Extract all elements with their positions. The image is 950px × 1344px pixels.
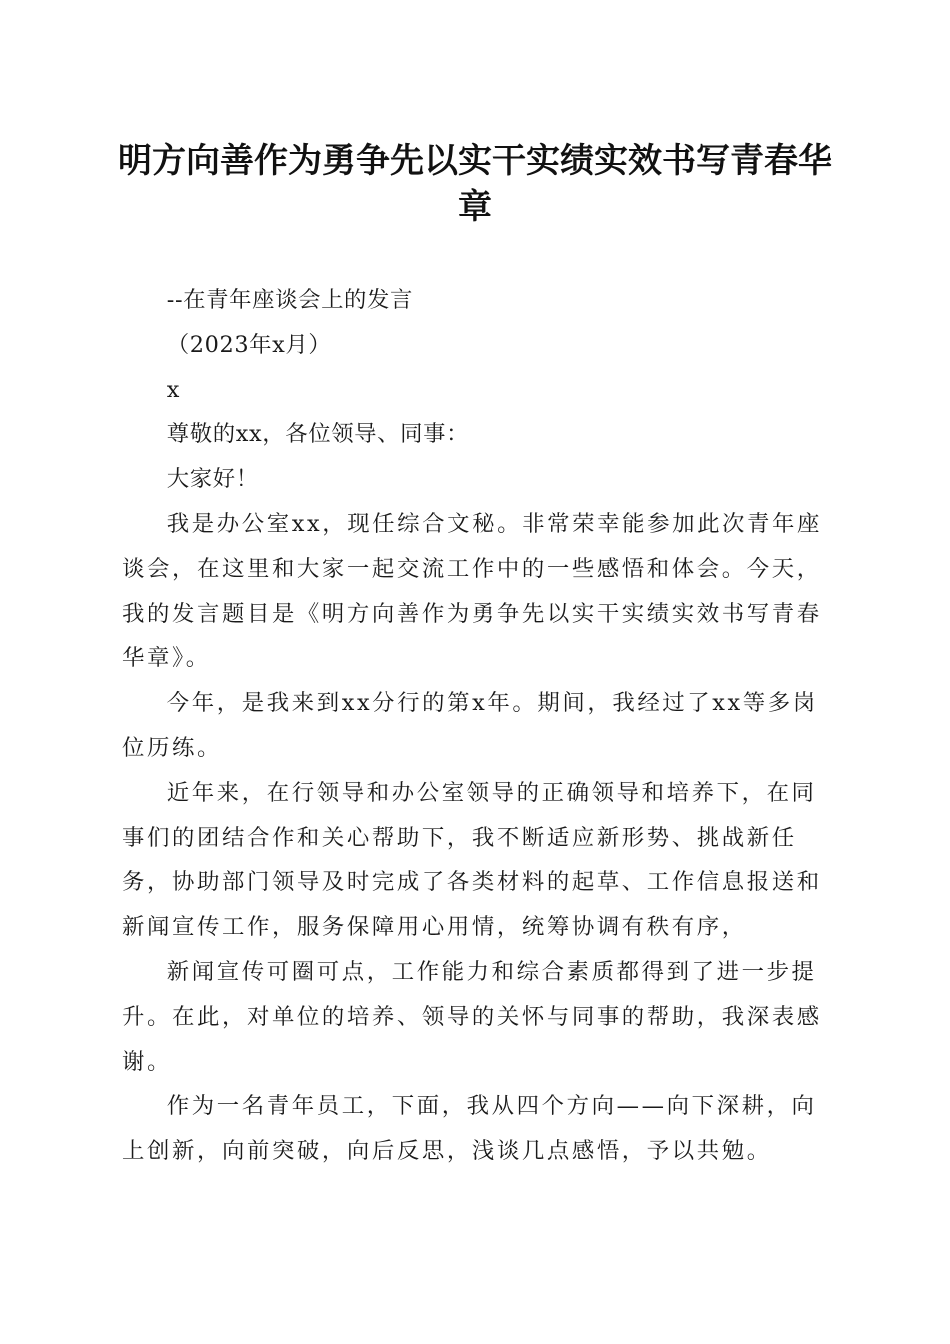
- date-line: （2023年x月）: [166, 331, 332, 358]
- paragraph: 今年，是我来到xx分行的第x年。期间，我经过了xx等多岗位历练。: [122, 690, 818, 761]
- paragraph: 新闻宣传可圈可点，工作能力和综合素质都得到了进一步提升。在此，对单位的培养、领导的关怀与同事的帮助，我深表感谢。: [122, 958, 822, 1075]
- subtitle: --在青年座谈会上的发言: [166, 287, 414, 313]
- document-body: [122, 278, 828, 1174]
- greeting: 大家好！: [166, 466, 259, 493]
- paragraph: 我是办公室xx，现任综合文秘。非常荣幸能参加此次青年座谈会，在这里和大家一起交流工作中的一些感悟和体会。今天，我的发言题目是《明方向善作为勇争先以实干实绩实效书写青春华章》。: [122, 510, 823, 672]
- salutation: 尊敬的xx，各位领导、同事：: [166, 421, 470, 448]
- paragraph: 作为一名青年员工，下面，我从四个方向——向下深耕，向上创新，向前突破，向后反思，浅谈几点感悟，予以共勉。: [122, 1093, 817, 1165]
- document-title: 明方向善作为勇争先以实干实绩实效书写青春华章: [118, 141, 832, 227]
- author-line: x: [166, 376, 181, 403]
- paragraph: 近年来，在行领导和办公室领导的正确领导和培养下，在同事们的团结合作和关心帮助下，我不断适应新形势、挑战新任务，协助部门领导及时完成了各类材料的起草、工作信息报送和新闻宣传工作，服务保障用心用情，统筹协调有秩有序，: [122, 779, 822, 941]
